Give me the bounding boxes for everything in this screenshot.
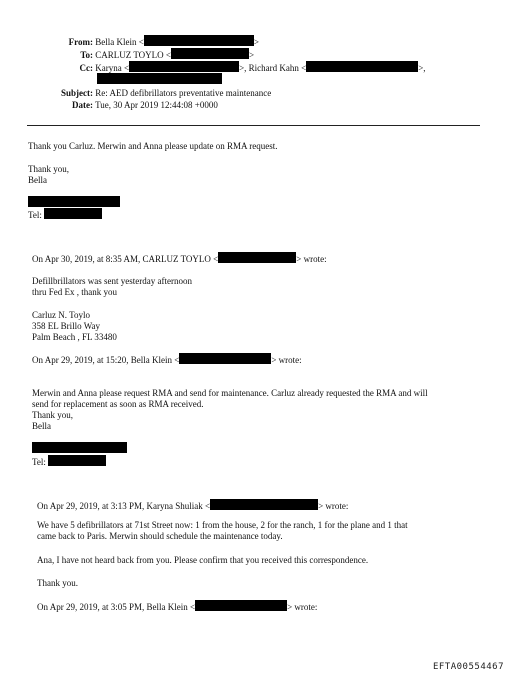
redaction-block <box>44 208 102 219</box>
to-line: To: CARLUZ TOYLO < > <box>42 48 254 61</box>
quote3-thanks: Thank you. <box>37 578 78 588</box>
quote2-signature-redaction <box>32 442 127 455</box>
cc-value: Karyna < <box>95 63 130 73</box>
subject-line <box>42 88 271 99</box>
redaction-block <box>32 442 127 453</box>
quote1-line2: thru Fed Ex , thank you <box>32 287 117 297</box>
quote2-name: Bella <box>32 421 51 431</box>
quote1-intro: On Apr 30, 2019, at 8:35 AM, CARLUZ TOYLO < > wrote: <box>32 254 327 264</box>
quote2-tel-line <box>32 455 106 468</box>
quote1-line1: Defillbrillators was sent yesterday afternoon <box>32 276 192 286</box>
cc-line-2 <box>97 73 222 86</box>
quote3-intro: On Apr 29, 2019, at 3:13 PM, Karyna Shuliak < > wrote: <box>37 501 349 511</box>
subject-value: Re: AED defibrillators preventative maintenance <box>95 88 272 98</box>
redaction-block <box>48 455 106 466</box>
from-label: From: <box>68 37 93 47</box>
tel-label: Tel: <box>32 457 46 467</box>
quote4-intro: On Apr 29, 2019, at 3:05 PM, Bella Klein < > wrote: <box>37 602 318 612</box>
redaction-block <box>195 600 287 611</box>
to-label: To: <box>80 50 93 60</box>
date-value: Tue, 30 Apr 2019 12:44:08 +0000 <box>95 100 218 110</box>
date-label: Date: <box>72 100 93 110</box>
quote1-sig1: Carluz N. Toylo <box>32 310 90 320</box>
msg1-thanks: Thank you, <box>28 164 69 174</box>
to-value: CARLUZ TOYLO < <box>95 50 171 60</box>
quote1-sig2: 358 EL Brillo Way <box>32 321 101 331</box>
redaction-block <box>129 61 239 72</box>
redaction-block <box>306 61 418 72</box>
tel-label: Tel: <box>28 210 42 220</box>
quote2-thanks: Thank you, <box>32 410 73 420</box>
msg1-tel-line <box>28 208 102 221</box>
cc-line: Cc: Karyna < >, Richard Kahn < >, <box>42 61 426 74</box>
from-value: Bella Klein < <box>95 37 144 47</box>
quote3-line1: We have 5 defibrillators at 71st Street now: 1 from the house, 2 for the ranch, 1 for the plane and 1 that <box>37 520 408 530</box>
redaction-block <box>179 353 271 364</box>
document-id: EFTA00554467 <box>432 662 504 672</box>
quote1-sig3: Palm Beach , FL 33480 <box>32 332 117 342</box>
quote3-line3: Ana, I have not heard back from you. Please confirm that you received this correspondence. <box>37 555 369 565</box>
date-line <box>42 100 218 111</box>
subject-label: Subject: <box>61 88 93 98</box>
quote2-line2: send for replacement as soon as RMA received. <box>32 399 204 409</box>
redaction-block <box>144 35 254 46</box>
quote2-intro: On Apr 29, 2019, at 15:20, Bella Klein < > wrote: <box>32 355 302 365</box>
quote3-line2: came back to Paris. Merwin should schedule the maintenance today. <box>37 531 283 541</box>
from-line: From: Bella Klein < > <box>42 35 259 48</box>
redaction-block <box>97 73 222 84</box>
cc-label: Cc: <box>79 63 93 73</box>
redaction-block <box>210 499 318 510</box>
msg1-name: Bella <box>28 175 47 185</box>
quote2-line1: Merwin and Anna please request RMA and send for maintenance. Carluz already requested the RMA and will <box>32 388 428 398</box>
redaction-block <box>218 252 296 263</box>
redaction-block <box>28 196 120 207</box>
msg1-line1: Thank you Carluz. Merwin and Anna please update on RMA request. <box>28 141 278 151</box>
header-divider <box>27 125 480 126</box>
redaction-block <box>171 48 249 59</box>
